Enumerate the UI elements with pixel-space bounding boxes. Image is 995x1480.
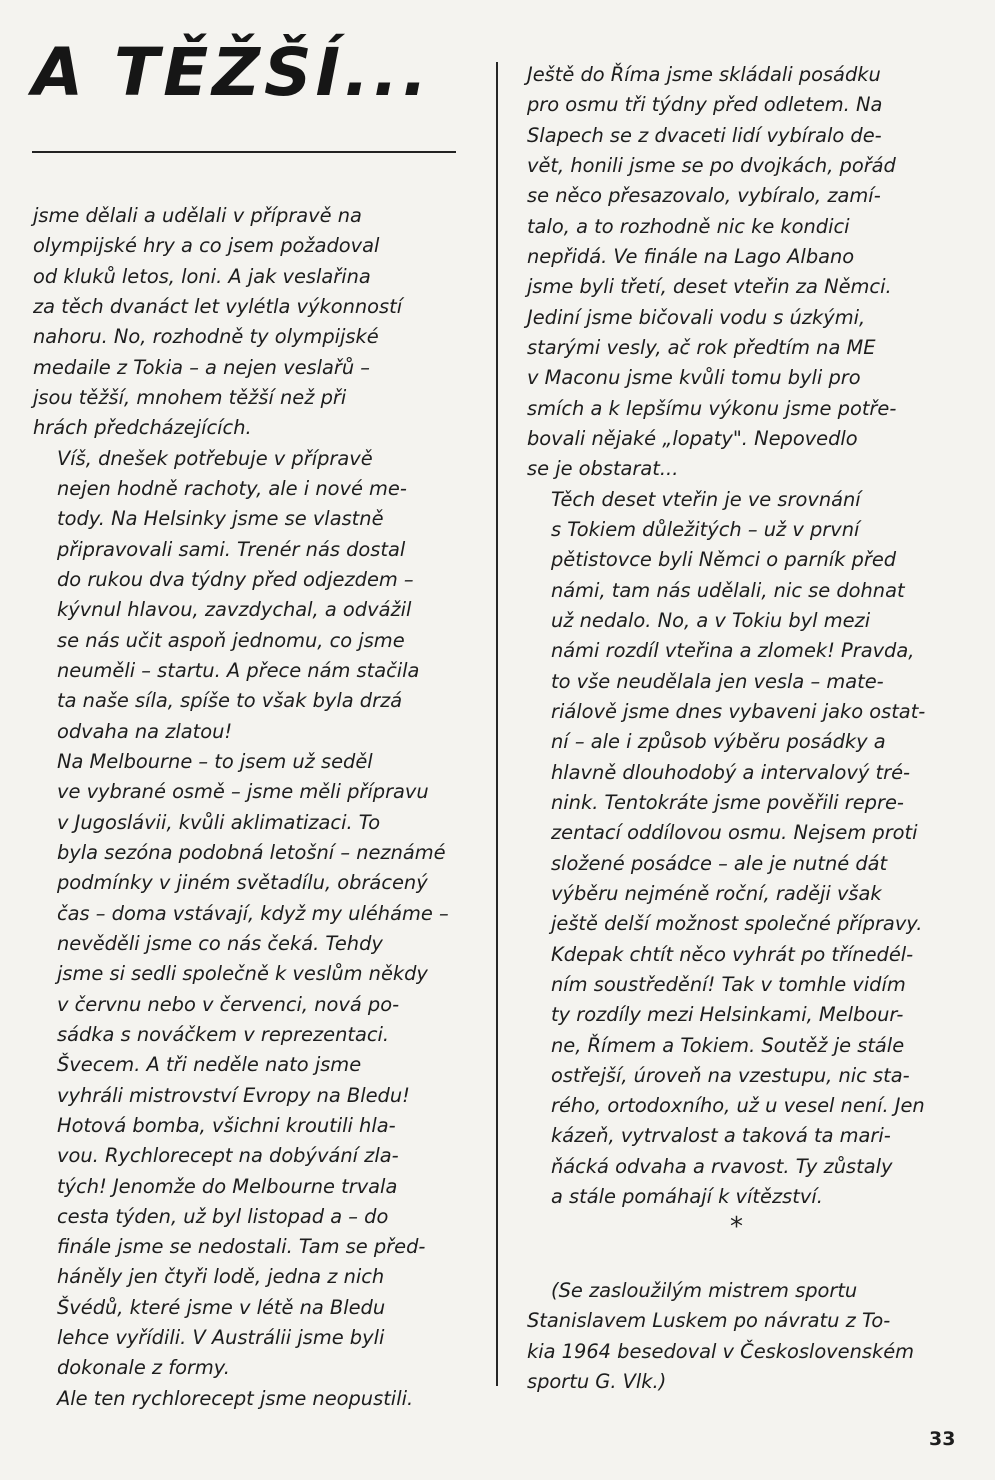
text-line: v červnu nebo v červenci, nová po- bbox=[57, 992, 400, 1016]
text-line: ne, Římem a Tokiem. Soutěž je stále bbox=[551, 1033, 905, 1057]
text-line: podmínky v jiném světadílu, obrácený bbox=[57, 871, 428, 895]
text-line: nepřidá. Ve finále na Lago Albano bbox=[527, 244, 855, 268]
paragraph bbox=[33, 444, 457, 747]
text-line: čas – doma vstávají, když my uléháme – bbox=[57, 901, 449, 925]
text-line: za těch dvanáct let vylétla výkonností bbox=[33, 294, 403, 318]
text-line: vyhráli mistrovství Evropy na Bledu! bbox=[57, 1083, 410, 1107]
text-line: háněly jen čtyři lodě, jedna z nich bbox=[57, 1265, 385, 1289]
text-line: Na Melbourne – to jsem už seděl bbox=[57, 749, 373, 773]
text-line: olympijské hry a co jsem požadoval bbox=[33, 234, 380, 258]
text-line: ve vybrané osmě – jsme měli přípravu bbox=[57, 780, 429, 804]
text-line: starými vesly, ač rok předtím na ME bbox=[527, 335, 876, 359]
text-line: ním soustředění! Tak v tomhle vidím bbox=[551, 972, 906, 996]
paragraph bbox=[527, 485, 951, 1213]
text-line: rého, ortodoxního, už u vesel není. Jen bbox=[551, 1094, 925, 1118]
text-line: neuměli – startu. A přece nám stačila bbox=[57, 658, 420, 682]
right-column bbox=[527, 60, 951, 1212]
text-line: Ještě do Říma jsme skládali posádku bbox=[527, 63, 881, 86]
text-line: nink. Tentokráte jsme pověřili repre- bbox=[551, 790, 904, 814]
text-line: dokonale z formy. bbox=[57, 1356, 230, 1380]
text-line: Víš, dnešek potřebuje v přípravě bbox=[57, 446, 373, 470]
text-line: Těch deset vteřin je ve srovnání bbox=[551, 487, 861, 511]
text-line: Stanislavem Luskem po návratu z To- bbox=[527, 1309, 891, 1333]
text-line: Švédů, které jsme v létě na Bledu bbox=[57, 1295, 386, 1319]
text-line: pětistovce byli Němci o parník před bbox=[551, 548, 897, 572]
text-line: medaile z Tokia – a nejen veslařů – bbox=[33, 355, 370, 379]
text-line: bovali nějaké „lopaty". Nepovedlo bbox=[527, 426, 858, 450]
page-number: 33 bbox=[929, 1428, 956, 1450]
text-line: Kdepak chtít něco vyhrát po třínedél- bbox=[551, 942, 914, 966]
text-line: Švecem. A tři neděle nato jsme bbox=[57, 1053, 362, 1077]
text-line: a stále pomáhají k vítězství. bbox=[551, 1185, 823, 1209]
text-line: v Jugoslávii, kvůli aklimatizaci. To bbox=[57, 810, 381, 834]
text-line: sádka s nováčkem v reprezentaci. bbox=[57, 1022, 390, 1046]
text-line: od kluků letos, loni. A jak veslařina bbox=[33, 264, 371, 288]
text-line: tody. Na Helsinky jsme se vlastně bbox=[57, 507, 384, 531]
title-rule bbox=[32, 151, 456, 153]
text-line: se něco přesazovalo, vybíralo, zamí- bbox=[527, 184, 881, 208]
text-line: kia 1964 besedoval v Československém bbox=[527, 1339, 915, 1363]
text-line: nahoru. No, rozhodně ty olympijské bbox=[33, 325, 379, 349]
paragraph bbox=[33, 1384, 457, 1414]
text-line: hlavně dlouhodobý a intervalový tré- bbox=[551, 760, 910, 784]
text-line: kývnul hlavou, zavzdychal, a odvážil bbox=[57, 598, 412, 622]
text-line: to vše neudělala jen vesla – mate- bbox=[551, 669, 884, 693]
text-line: nevěděli jsme co nás čeká. Tehdy bbox=[57, 931, 383, 955]
text-line: se nás učit aspoň jednomu, co jsme bbox=[57, 628, 405, 652]
column-divider bbox=[496, 62, 498, 1386]
text-line: ňácká odvaha a rvavost. Ty zůstaly bbox=[551, 1154, 893, 1178]
text-line: s Tokiem důležitých – už v první bbox=[551, 517, 860, 541]
text-line: smích a k lepšímu výkonu jsme potře- bbox=[527, 396, 897, 420]
text-line: Hotová bomba, všichni kroutili hla- bbox=[57, 1113, 396, 1137]
section-separator-asterisk: * bbox=[730, 1212, 743, 1242]
text-line: hrách předcházejících. bbox=[33, 416, 252, 440]
text-line: zentací oddílovou osmu. Nejsem proti bbox=[551, 821, 918, 845]
text-line: nejen hodně rachoty, ale i nové me- bbox=[57, 476, 407, 500]
text-line: tých! Jenomže do Melbourne trvala bbox=[57, 1174, 398, 1198]
text-line: jsme dělali a udělali v přípravě na bbox=[33, 204, 362, 227]
text-line: sportu G. Vlk.) bbox=[527, 1369, 667, 1393]
text-line: ostřejší, úroveň na vzestupu, nic sta- bbox=[551, 1063, 910, 1087]
text-line: (Se zasloužilým mistrem sportu bbox=[551, 1279, 858, 1302]
text-line: ta naše síla, spíše to však byla drzá bbox=[57, 689, 403, 713]
text-line: Jediní jsme bičovali vodu s úzkými, bbox=[527, 305, 866, 329]
text-line: odvaha na zlatou! bbox=[57, 719, 233, 743]
text-line: se je obstarat... bbox=[527, 457, 679, 481]
text-line: výběru nejméně roční, raději však bbox=[551, 881, 882, 905]
text-line: lehce vyřídili. V Austrálii jsme byli bbox=[57, 1326, 385, 1350]
text-line: námi, tam nás udělali, nic se dohnat bbox=[551, 578, 905, 602]
text-line: Ale ten rychlorecept jsme neopustili. bbox=[57, 1386, 414, 1410]
paragraph bbox=[527, 60, 951, 485]
article-title: A TĚŽŠÍ... bbox=[32, 34, 432, 111]
text-line: jsme si sedli společně k veslům někdy bbox=[57, 962, 428, 986]
left-column bbox=[33, 201, 457, 1414]
paragraph bbox=[33, 747, 457, 1384]
text-line: vou. Rychlorecept na dobývání zla- bbox=[57, 1144, 399, 1168]
text-line: do rukou dva týdny před odjezdem – bbox=[57, 567, 414, 591]
paragraph bbox=[33, 201, 457, 444]
text-line: kázeň, vytrvalost a taková ta mari- bbox=[551, 1124, 891, 1148]
text-line: Slapech se z dvaceti lidí vybíralo de- bbox=[527, 123, 882, 147]
text-line: ještě delší možnost společné přípravy. bbox=[551, 912, 923, 936]
text-line: ty rozdíly mezi Helsinkami, Melbour- bbox=[551, 1003, 904, 1027]
text-line: vět, honili jsme se po dvojkách, pořád bbox=[527, 153, 896, 177]
text-line: připravovali sami. Trenér nás dostal bbox=[57, 537, 406, 561]
author-note bbox=[527, 1276, 951, 1397]
text-line: jsou těžší, mnohem těžší než při bbox=[33, 385, 347, 409]
text-line: ní – ale i způsob výběru posádky a bbox=[551, 730, 886, 754]
text-line: cesta týden, už byl listopad a – do bbox=[57, 1204, 389, 1228]
text-line: námi rozdíl vteřina a zlomek! Pravda, bbox=[551, 639, 915, 663]
text-line: byla sezóna podobná letošní – neznámé bbox=[57, 840, 446, 864]
text-line: v Maconu jsme kvůli tomu byli pro bbox=[527, 366, 861, 390]
text-line: už nedalo. No, a v Tokiu byl mezi bbox=[551, 608, 871, 632]
text-line: finále jsme se nedostali. Tam se před- bbox=[57, 1235, 426, 1259]
text-line: jsme byli třetí, deset vteřin za Němci. bbox=[527, 275, 892, 299]
text-line: talo, a to rozhodně nic ke kondici bbox=[527, 214, 850, 238]
text-line: riálově jsme dnes vybaveni jako ostat- bbox=[551, 699, 926, 723]
text-line: složené posádce – ale je nutné dát bbox=[551, 851, 888, 875]
text-line: pro osmu tři týdny před odletem. Na bbox=[527, 93, 883, 117]
